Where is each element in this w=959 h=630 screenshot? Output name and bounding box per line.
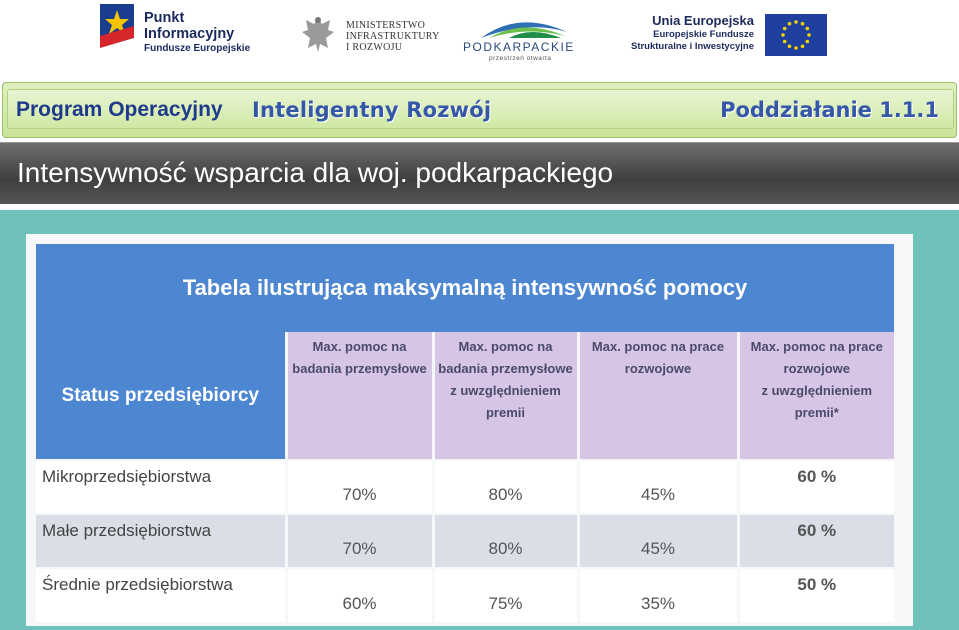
cell-value: 80% [433, 460, 578, 514]
column-header-line: z uwzględnieniem [761, 383, 873, 398]
cell-value: 60 % [738, 514, 894, 568]
eu-line-2: Europejskie Fundusze [653, 29, 754, 40]
punkt-line-3: Fundusze Europejskie [144, 43, 251, 54]
slide-title-bar [0, 142, 959, 204]
punkt-informacyjny-logo [100, 4, 260, 62]
table-row [36, 514, 894, 568]
column-header-line: Max. pomoc na prace [750, 339, 883, 354]
punkt-logo-text [144, 10, 250, 56]
eu-line-3: Strukturalne i Inwestycyjne [630, 41, 754, 52]
column-header [433, 332, 578, 460]
column-header-line: rozwojowe [783, 361, 850, 376]
intensity-table [36, 244, 894, 622]
ministry-line-3: I ROZWOJU [346, 42, 403, 53]
column-header-line: Max. pomoc na prace [591, 339, 725, 354]
region-name: PODKARPACKIE [463, 40, 575, 54]
eagle-emblem-icon [300, 14, 336, 56]
punkt-line-2: Informacyjny [144, 26, 235, 42]
intensity-table-frame [36, 244, 894, 626]
column-header [738, 332, 894, 460]
cell-value: 80% [433, 514, 578, 568]
cell-value: 60% [286, 568, 433, 622]
column-header-line: badania przemysłowe [292, 361, 427, 376]
program-header [2, 82, 957, 138]
column-header [286, 332, 433, 460]
content-area [0, 210, 959, 630]
slide-title: Intensywność wsparcia dla woj. podkarpackiego [17, 157, 614, 188]
punkt-line-1: Punkt [144, 10, 185, 26]
column-header-line: Max. pomoc na [312, 339, 407, 354]
eu-line-1: Unia Europejska [652, 13, 754, 28]
cell-value: 70% [286, 460, 433, 514]
region-tagline: przestrzeń otwarta [489, 55, 552, 62]
table-image [26, 234, 913, 626]
column-header-line: Max. pomoc na [458, 339, 553, 354]
table-caption: Tabela ilustrująca maksymalną intensywność pomocy [36, 244, 894, 332]
column-header-line: rozwojowe [624, 361, 692, 376]
table-header-row [36, 332, 894, 460]
cell-value: 60 % [738, 460, 894, 514]
program-header-inner [7, 89, 954, 129]
row-name: Średnie przedsiębiorstwa [36, 568, 286, 622]
cell-value: 35% [578, 568, 738, 622]
funds-star-icon [100, 4, 134, 60]
eu-logo [630, 12, 830, 62]
table-row [36, 460, 894, 514]
eu-logo-text [630, 12, 754, 53]
row-name: Mikroprzedsiębiorstwa [36, 460, 286, 514]
logo-strip [0, 0, 959, 80]
measure-label: Poddziałanie 1.1.1 [720, 98, 939, 122]
ministry-line-2: INFRASTRUKTURY [346, 31, 440, 42]
podkarpackie-logo [463, 14, 583, 62]
row-name: Małe przedsiębiorstwa [36, 514, 286, 568]
table-row [36, 568, 894, 622]
ministry-logo [300, 14, 450, 60]
cell-value: 70% [286, 514, 433, 568]
column-header-line: premii [485, 405, 525, 420]
table-caption-row [36, 244, 894, 332]
ministry-line-1: MINISTERSTWO [346, 20, 426, 31]
ministry-logo-text [346, 20, 440, 53]
program-name: Inteligentny Rozwój [252, 98, 492, 122]
cell-value: 50 % [738, 568, 894, 622]
column-header-line: z uwzględnieniem [450, 383, 561, 398]
region-hills-icon [479, 14, 569, 40]
column-header-line: premii* [794, 405, 839, 420]
eu-flag-icon [765, 14, 827, 56]
cell-value: 45% [578, 460, 738, 514]
cell-value: 45% [578, 514, 738, 568]
column-header [578, 332, 738, 460]
program-label: Program Operacyjny [16, 98, 223, 121]
column-header-line: badania przemysłowe [438, 361, 573, 376]
cell-value: 75% [433, 568, 578, 622]
status-header: Status przedsiębiorcy [36, 332, 286, 460]
